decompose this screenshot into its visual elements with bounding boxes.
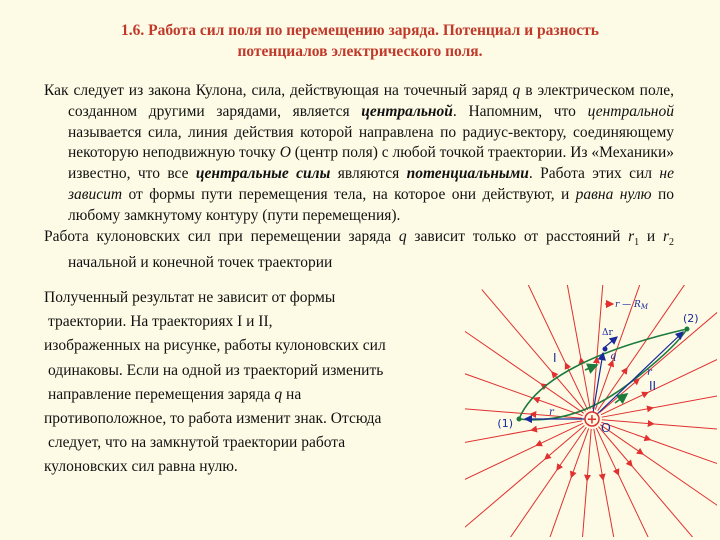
- symbol-r2: r: [662, 227, 669, 245]
- text-run: . Напомним, что: [452, 102, 588, 120]
- field-line-arrow: [624, 368, 627, 373]
- end-point: [685, 327, 690, 332]
- text-line: [44, 383, 454, 407]
- text-run: являются: [330, 165, 407, 183]
- symbol-r1: r: [628, 227, 635, 245]
- text-run: Как следует из закона Кулона, сила, действующая на точечный заряд: [44, 82, 513, 99]
- field-line: [602, 420, 717, 433]
- text-line: кулоновских сил равна нулю.: [44, 458, 238, 476]
- slide-title: [60, 20, 660, 62]
- term-central-italic: центральной: [587, 102, 674, 120]
- field-line: [465, 421, 582, 450]
- term-central-forces: центральные силы: [195, 165, 331, 183]
- central-charge-sign: +: [586, 412, 598, 428]
- field-line-arrow: [628, 462, 632, 467]
- symbol-q: q: [274, 385, 283, 403]
- paragraph-closed-path: [44, 286, 454, 480]
- field-line: [578, 429, 591, 537]
- symbol-O: O: [279, 144, 291, 162]
- radius-vector-r: [592, 353, 603, 419]
- text-run: на: [282, 385, 302, 403]
- text-line: изображенных на рисунке, работы кулоновских сил: [44, 337, 386, 355]
- field-line: [465, 425, 584, 529]
- text-run: направление перемещения заряда: [48, 385, 275, 403]
- field-line: [465, 323, 584, 414]
- field-line-arrow: [638, 451, 643, 454]
- subscript-2: 2: [668, 236, 674, 248]
- text-run: называется сила, линия действия которой направлена по радиус-вектору, соединяющему некоторую неподвижную точку: [68, 123, 674, 162]
- field-line-arrow: [645, 438, 651, 440]
- field-line-arrow: [647, 408, 653, 409]
- text-line: Полученный результат не зависит от формы: [44, 289, 336, 306]
- label-legend: r — $R_M$: [615, 300, 648, 311]
- field-lines: [465, 285, 717, 537]
- field-line: [519, 285, 588, 410]
- symbol-q: q: [398, 227, 407, 245]
- field-line: [601, 422, 717, 476]
- moving-charge: [603, 347, 608, 352]
- field-line: [465, 362, 583, 416]
- radius-vector-r2: [592, 332, 683, 419]
- field-line-arrow: [531, 429, 537, 430]
- label-path-2: II: [649, 379, 657, 393]
- trajectory-arrow: [585, 365, 597, 370]
- term-potential: потенциальными: [406, 165, 529, 183]
- text-run: от формы пути перемещения тела, на которое они действуют, и: [122, 185, 576, 203]
- label-path-1: I: [553, 351, 557, 365]
- field-line-arrow: [565, 363, 568, 368]
- term-zero: равна нулю: [575, 185, 652, 203]
- text-run: и: [639, 227, 663, 245]
- text-line: одинаковы. Если на одной из траекторий изменить: [48, 361, 384, 379]
- text-run: начальной и конечной точек траектории: [68, 254, 333, 272]
- text-run: зависит только от расстояний: [406, 227, 629, 245]
- label-r2: r: [647, 367, 652, 378]
- label-end: (2): [683, 312, 699, 325]
- field-line-arrow: [602, 474, 603, 480]
- field-line-arrow: [536, 443, 541, 446]
- field-line: [594, 429, 623, 537]
- field-line-arrow: [643, 392, 648, 395]
- paragraph-central-forces: [44, 81, 674, 227]
- text-run: . Работа этих сил: [528, 165, 660, 183]
- field-line-arrow: [557, 465, 560, 470]
- title-line-2: потенциалов электрического поля.: [237, 43, 483, 60]
- field-line: [596, 428, 665, 537]
- field-line: [561, 285, 590, 409]
- label-q: q: [610, 351, 617, 362]
- start-point: [517, 417, 522, 422]
- trajectory-1: [519, 329, 687, 419]
- displacement-dr: [605, 337, 617, 347]
- field-line-arrow: [534, 398, 540, 400]
- text-run: в электрическом поле, созданном другими зарядами, является: [68, 82, 674, 120]
- text-run: (центр поля) с любой точкой траектории. Из «Механики» известно, что все: [68, 144, 674, 183]
- text-run: Работа кулоновских сил при перемещении заряда: [44, 227, 399, 245]
- subscript-1: 1: [634, 236, 640, 248]
- term-central: центральной: [361, 102, 453, 120]
- body-text: [44, 81, 674, 274]
- text-line: следует, что на замкнутой траектории работа: [48, 434, 346, 452]
- field-line: [482, 290, 586, 412]
- field-line: [598, 427, 702, 537]
- field-line-arrow: [571, 472, 573, 478]
- label-center: O: [601, 421, 611, 435]
- paragraph-coulomb-work: [44, 227, 674, 275]
- label-dr: Δr: [602, 328, 613, 338]
- term-not-depend: не зависит: [68, 165, 674, 203]
- label-start: (1): [497, 417, 513, 430]
- text-line: траектории. На траекториях I и II,: [48, 313, 273, 331]
- field-line-arrow: [616, 470, 619, 475]
- field-diagram: [465, 285, 717, 537]
- field-line-arrow: [545, 455, 550, 459]
- field-line: [600, 425, 717, 516]
- text-run: по любому замкнутому контуру (пути перемещения).: [68, 185, 674, 224]
- symbol-q: q: [512, 82, 521, 99]
- field-line-arrow: [552, 372, 556, 377]
- text-line: противоположное, то работа изменит знак. Отсюда: [44, 410, 382, 428]
- label-r1: r: [549, 407, 554, 418]
- title-line-1: 1.6. Работа сил поля по перемещению заряда. Потенциал и разность: [121, 22, 599, 39]
